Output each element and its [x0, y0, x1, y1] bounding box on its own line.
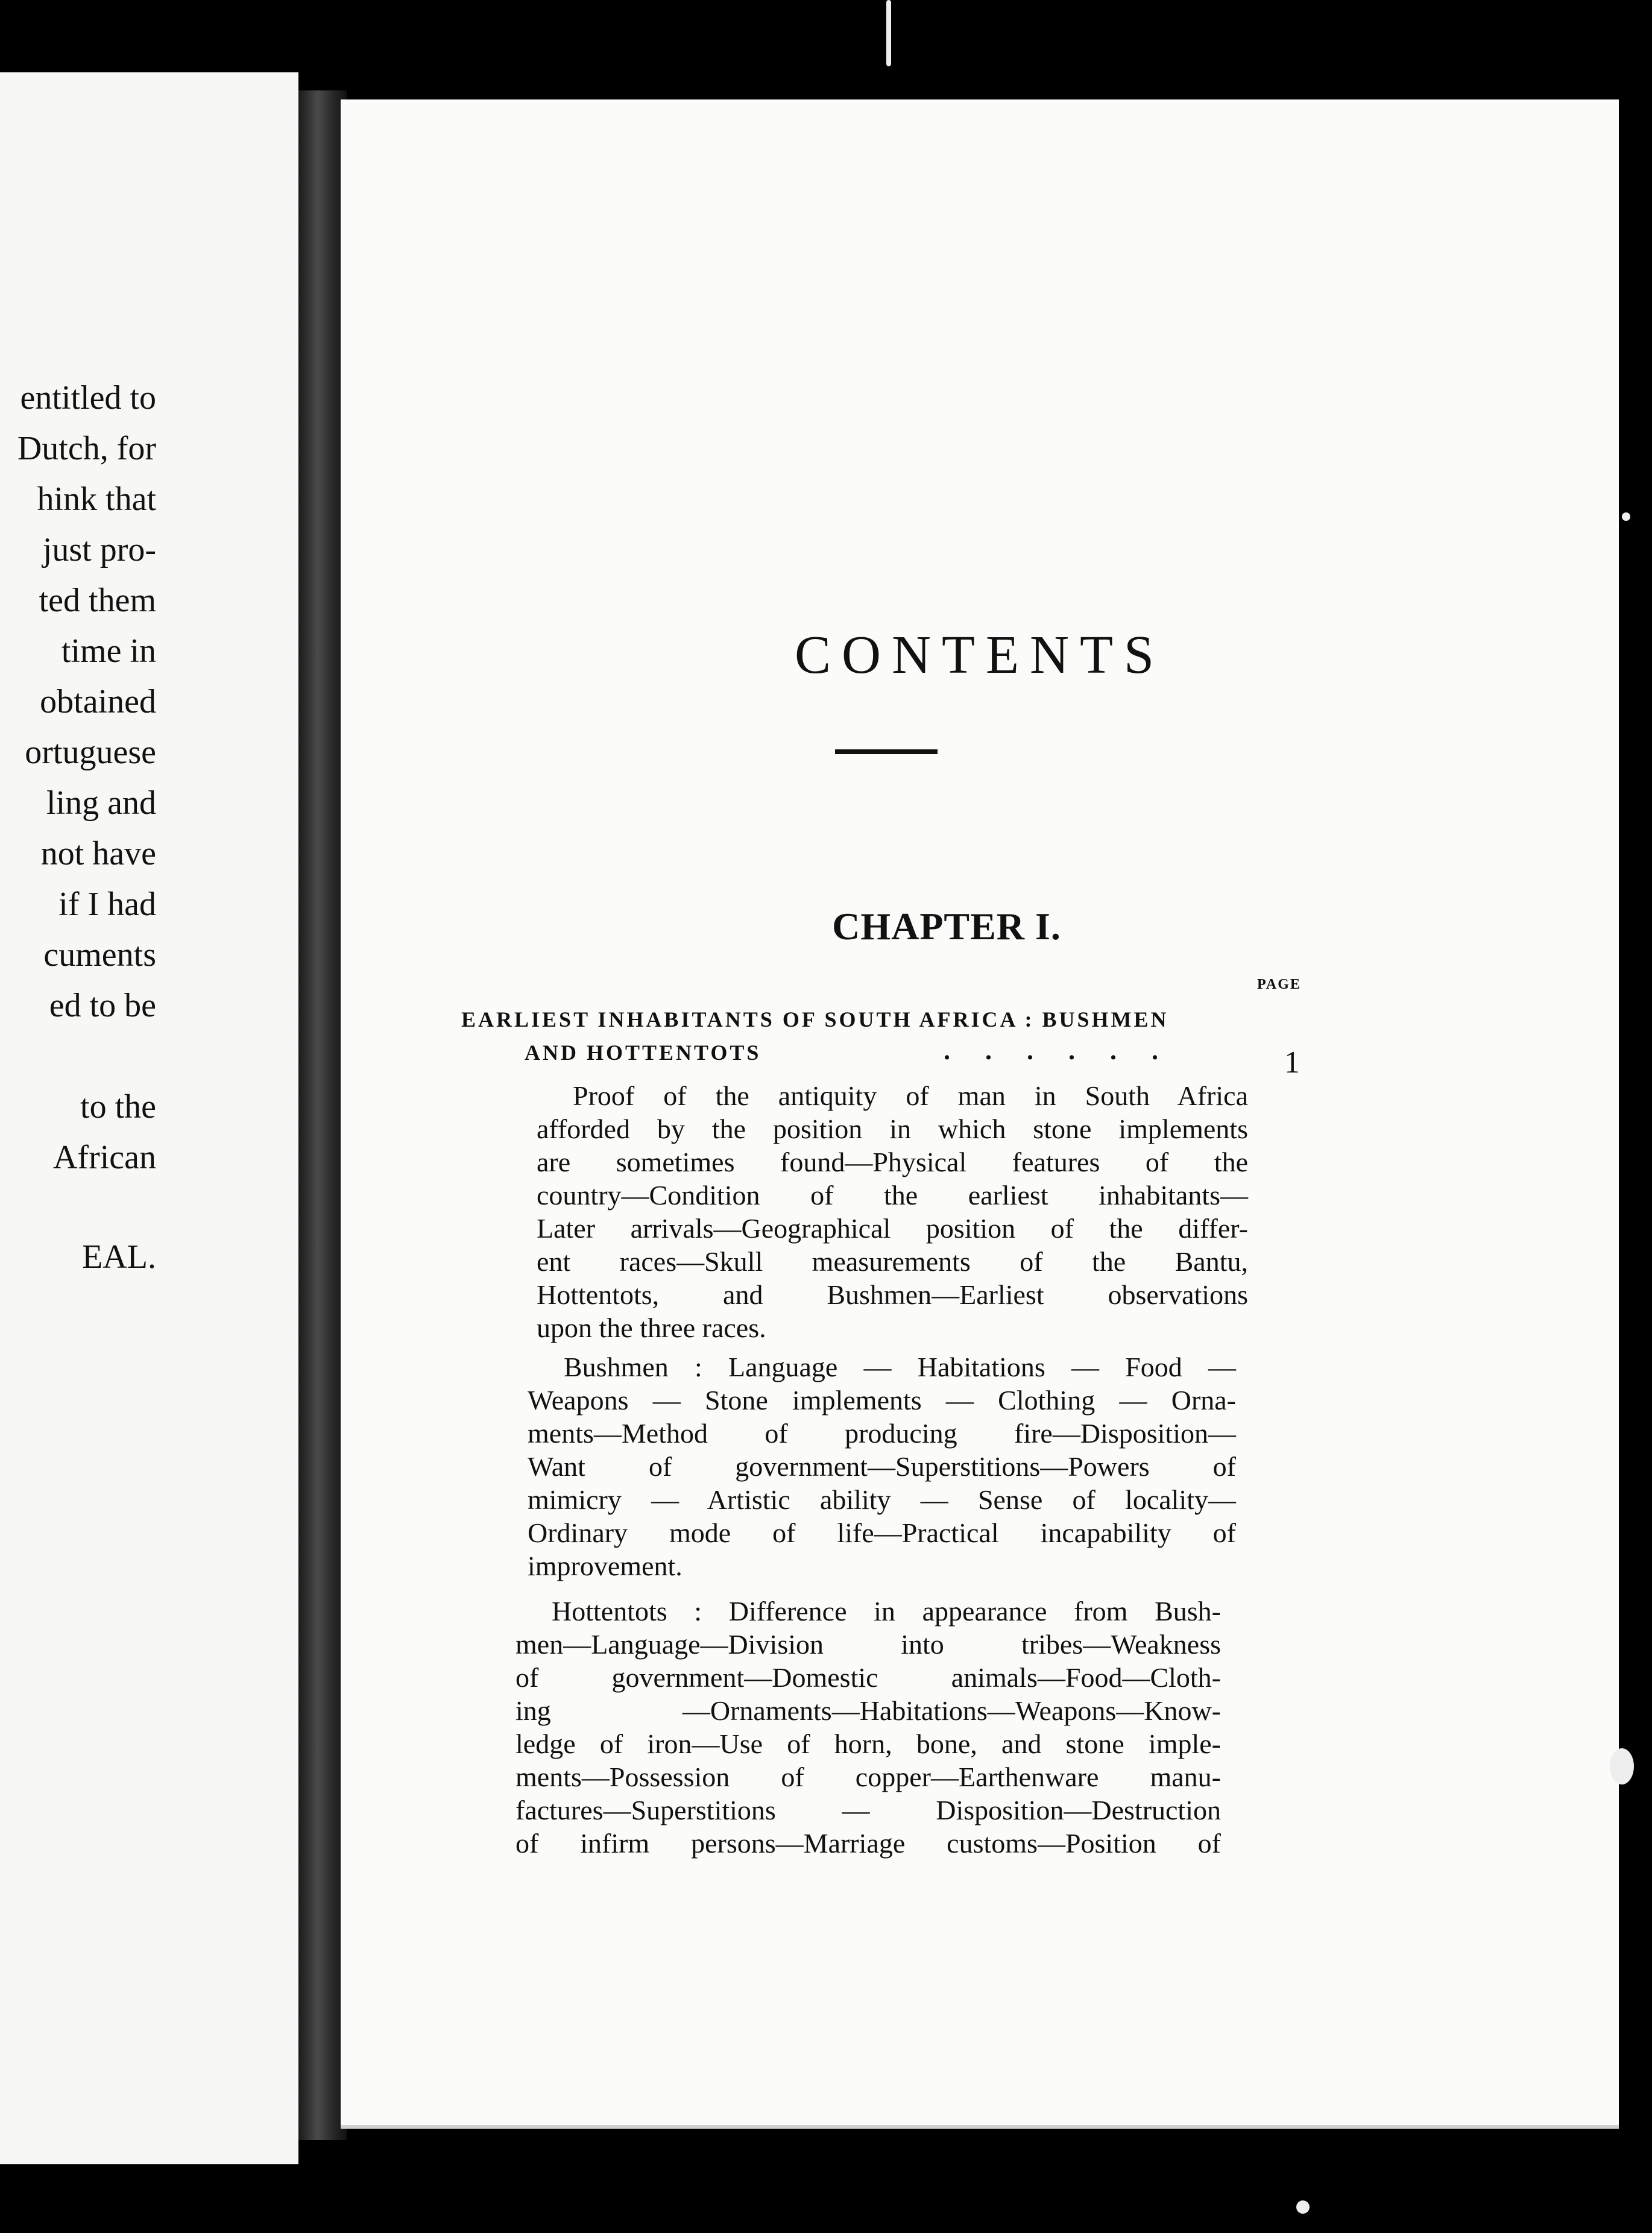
title-rule-divider — [835, 749, 938, 754]
paragraph-line: of government—Domestic animals—Food—Cloth- — [515, 1662, 1221, 1693]
dust-speck — [1610, 1748, 1634, 1784]
entry-title-line-2: AND HOTTENTOTS — [525, 1041, 761, 1065]
dust-speck — [886, 0, 891, 66]
left-page-line: ling and — [46, 784, 156, 822]
left-page-line: hink that — [37, 480, 156, 518]
paragraph-line: Bushmen : Language — Habitations — Food — — [564, 1352, 1236, 1382]
paragraph-line: mimicry — Artistic ability — Sense of locality— — [528, 1484, 1236, 1515]
paragraph-line: of infirm persons—Marriage customs—Position of — [515, 1828, 1221, 1859]
left-page-line: if I had — [58, 886, 156, 923]
left-page-line: ed to be — [49, 987, 156, 1024]
paragraph-line: factures—Superstitions — Disposition—Destruction — [515, 1795, 1221, 1825]
entry-page-number: 1 — [1284, 1045, 1300, 1080]
left-page-line: time in — [61, 632, 156, 670]
left-page-line: not have — [40, 835, 156, 872]
paragraph-line: Hottentots, and Bushmen—Earliest observations — [537, 1279, 1248, 1310]
left-page-line: African — [52, 1139, 156, 1176]
paragraph-line: men—Language—Division into tribes—Weakness — [515, 1629, 1221, 1660]
paragraph-line: ments—Possession of copper—Earthenware manu- — [515, 1762, 1221, 1792]
dust-speck — [1296, 2200, 1310, 2214]
paragraph-line: are sometimes found—Physical features of the — [537, 1147, 1248, 1177]
dust-speck — [1622, 512, 1630, 521]
left-page-line: obtained — [40, 683, 156, 720]
summary-paragraph-hottentots — [515, 1595, 1221, 1860]
paragraph-line: Hottentots : Difference in appearance from Bush- — [552, 1596, 1221, 1627]
book-gutter — [298, 90, 347, 2140]
leader-dots: ...... — [944, 1036, 1193, 1065]
left-page-line: cuments — [43, 936, 156, 974]
previous-page-fragment — [0, 72, 298, 2164]
entry-title-line-1: EARLIEST INHABITANTS OF SOUTH AFRICA : BUSHMEN — [461, 1007, 1169, 1031]
contents-page — [341, 99, 1619, 2129]
paragraph-line: Weapons — Stone implements — Clothing — Orna- — [528, 1385, 1236, 1416]
paragraph-line: Want of government—Superstitions—Powers of — [528, 1451, 1236, 1482]
paragraph-line: country—Condition of the earliest inhabitants— — [537, 1180, 1248, 1211]
paragraph-line: ments—Method of producing fire—Disposition— — [528, 1418, 1236, 1449]
paragraph-line: Proof of the antiquity of man in South Africa — [573, 1080, 1248, 1111]
summary-paragraph-bushmen — [528, 1350, 1236, 1583]
left-page-line: ted them — [39, 582, 156, 619]
left-page-line: Dutch, for — [17, 430, 156, 467]
left-page-line: to the — [80, 1088, 156, 1126]
left-page-line: EAL. — [82, 1238, 156, 1276]
page-title: CONTENTS — [795, 625, 1165, 685]
left-page-line: entitled to — [20, 379, 156, 417]
paragraph-line: ledge of iron—Use of horn, bone, and stone imple- — [515, 1728, 1221, 1759]
paragraph-line: improvement. — [528, 1551, 683, 1581]
paragraph-line: Later arrivals—Geographical position of the differ- — [537, 1213, 1248, 1244]
left-page-line: ortuguese — [25, 734, 156, 771]
paragraph-line: ing —Ornaments—Habitations—Weapons—Know- — [515, 1695, 1221, 1726]
page-column-label: PAGE — [1257, 977, 1301, 992]
paragraph-line: afforded by the position in which stone implements — [537, 1113, 1248, 1144]
paragraph-line: upon the three races. — [537, 1312, 766, 1343]
left-page-line: just pro- — [42, 531, 156, 568]
summary-paragraph-1 — [537, 1079, 1248, 1344]
paragraph-line: ent races—Skull measurements of the Bantu, — [537, 1246, 1248, 1277]
paragraph-line: Ordinary mode of life—Practical incapability of — [528, 1517, 1236, 1548]
chapter-heading: CHAPTER I. — [832, 905, 1061, 948]
